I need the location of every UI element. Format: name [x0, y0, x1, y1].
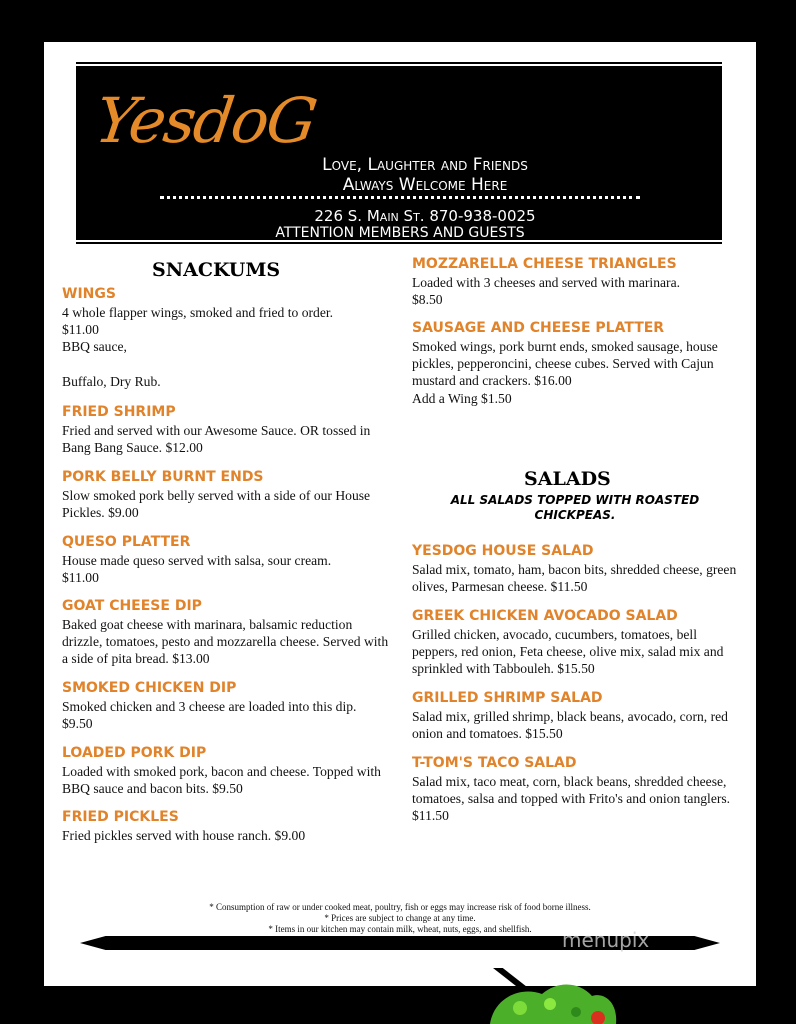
menu-item	[412, 542, 742, 595]
menu-item	[62, 808, 392, 844]
menu-item	[412, 319, 742, 407]
item-name: YESDOG HOUSE SALAD	[412, 543, 594, 559]
menu-item	[62, 285, 392, 390]
footer-note-3: * Items in our kitchen may contain milk, wheat, nuts, eggs, and shellfish.	[268, 924, 532, 934]
menu-item	[62, 403, 392, 456]
item-desc: Grilled chicken, avocado, cucumbers, tomatoes, bell peppers, red onion, Feta cheese, olive mix, salad mix and sprinkled with Tabbouleh. $15.50	[412, 627, 724, 677]
item-desc: Fried pickles served with house ranch. $9.00	[62, 828, 306, 843]
item-desc: Loaded with 3 cheeses and served with marinara. $8.50	[412, 275, 680, 308]
menu-item	[412, 255, 742, 308]
menu-item	[62, 533, 392, 586]
menu-item	[412, 754, 742, 825]
item-name: FRIED SHRIMP	[62, 404, 176, 420]
item-name: PORK BELLY BURNT ENDS	[62, 469, 264, 485]
item-name: T-TOM'S TACO SALAD	[412, 755, 577, 771]
item-name: LOADED PORK DIP	[62, 745, 207, 761]
logo: YesdoG	[90, 84, 320, 157]
footer-note-1: * Consumption of raw or under cooked meat, poultry, fish or eggs may increase risk of food borne illness.	[209, 902, 591, 912]
item-desc: 4 whole flapper wings, smoked and fried to order. $11.00 BBQ sauce, Buffalo, Dry Rub.	[62, 305, 334, 389]
item-name: FRIED PICKLES	[62, 809, 179, 825]
attention-notice: ATTENTION MEMBERS AND GUESTS	[275, 225, 525, 239]
salads-title: SALADS	[524, 468, 611, 490]
menu-item	[62, 468, 392, 521]
item-name: GOAT CHEESE DIP	[62, 598, 202, 614]
menu-item	[412, 689, 742, 742]
item-desc: Salad mix, taco meat, corn, black beans, shredded cheese, tomatoes, salsa and topped with Frito's and onion tanglers. $11.50	[412, 774, 731, 824]
item-name: WINGS	[62, 286, 116, 302]
tagline-1: Love, Laughter and Friends	[322, 155, 528, 175]
menu-item	[62, 744, 392, 797]
watermark: menupix	[562, 928, 650, 952]
snackums-title: SNACKUMS	[152, 259, 281, 281]
item-desc: Slow smoked pork belly served with a side of our House Pickles. $9.00	[62, 488, 371, 521]
item-desc: Loaded with smoked pork, bacon and cheese. Topped with BBQ sauce and bacon bits. $9.50	[62, 764, 381, 797]
menu-item	[412, 607, 742, 678]
footer-note-2: * Prices are subject to change at any time.	[324, 913, 476, 923]
salads-subtitle: ALL SALADS TOPPED WITH ROASTED CHICKPEAS.	[450, 493, 700, 522]
item-desc: Salad mix, tomato, ham, bacon bits, shredded cheese, green olives, Parmesan cheese. $11.50	[412, 562, 737, 595]
tagline-2: Always Welcome Here	[342, 175, 508, 195]
item-desc: Smoked chicken and 3 cheese are loaded into this dip. $9.50	[62, 699, 357, 732]
menu-item	[62, 679, 392, 732]
menu-item	[62, 597, 392, 668]
item-name: SAUSAGE AND CHEESE PLATTER	[412, 320, 665, 336]
item-desc: Baked goat cheese with marinara, balsamic reduction drizzle, tomatoes, pesto and mozzarella cheese. Served with a side of pita bread. $13.00	[62, 617, 389, 667]
item-name: GREEK CHICKEN AVOCADO SALAD	[412, 608, 678, 624]
salad-decoration-icon	[480, 968, 620, 1024]
item-name: MOZZARELLA CHEESE TRIANGLES	[412, 256, 677, 272]
item-name: SMOKED CHICKEN DIP	[62, 680, 237, 696]
header-bottom-rule	[76, 242, 722, 244]
item-desc: Salad mix, grilled shrimp, black beans, avocado, corn, red onion and tomatoes. $15.50	[412, 709, 728, 742]
item-name: QUESO PLATTER	[62, 534, 191, 550]
item-desc: Smoked wings, pork burnt ends, smoked sausage, house pickles, pepperoncini, cheese cubes. Served with Cajun mustard and crackers. $16.00 Add a Wing $1.50	[412, 339, 718, 406]
item-desc: House made queso served with salsa, sour cream. $11.00	[62, 553, 332, 586]
item-name: GRILLED SHRIMP SALAD	[412, 690, 603, 706]
item-desc: Fried and served with our Awesome Sauce. OR tossed in Bang Bang Sauce. $12.00	[62, 423, 371, 456]
address: 226 S. Main St. 870-938-0025	[314, 207, 536, 225]
header-top-rule	[76, 62, 722, 64]
dotted-divider	[160, 196, 640, 199]
